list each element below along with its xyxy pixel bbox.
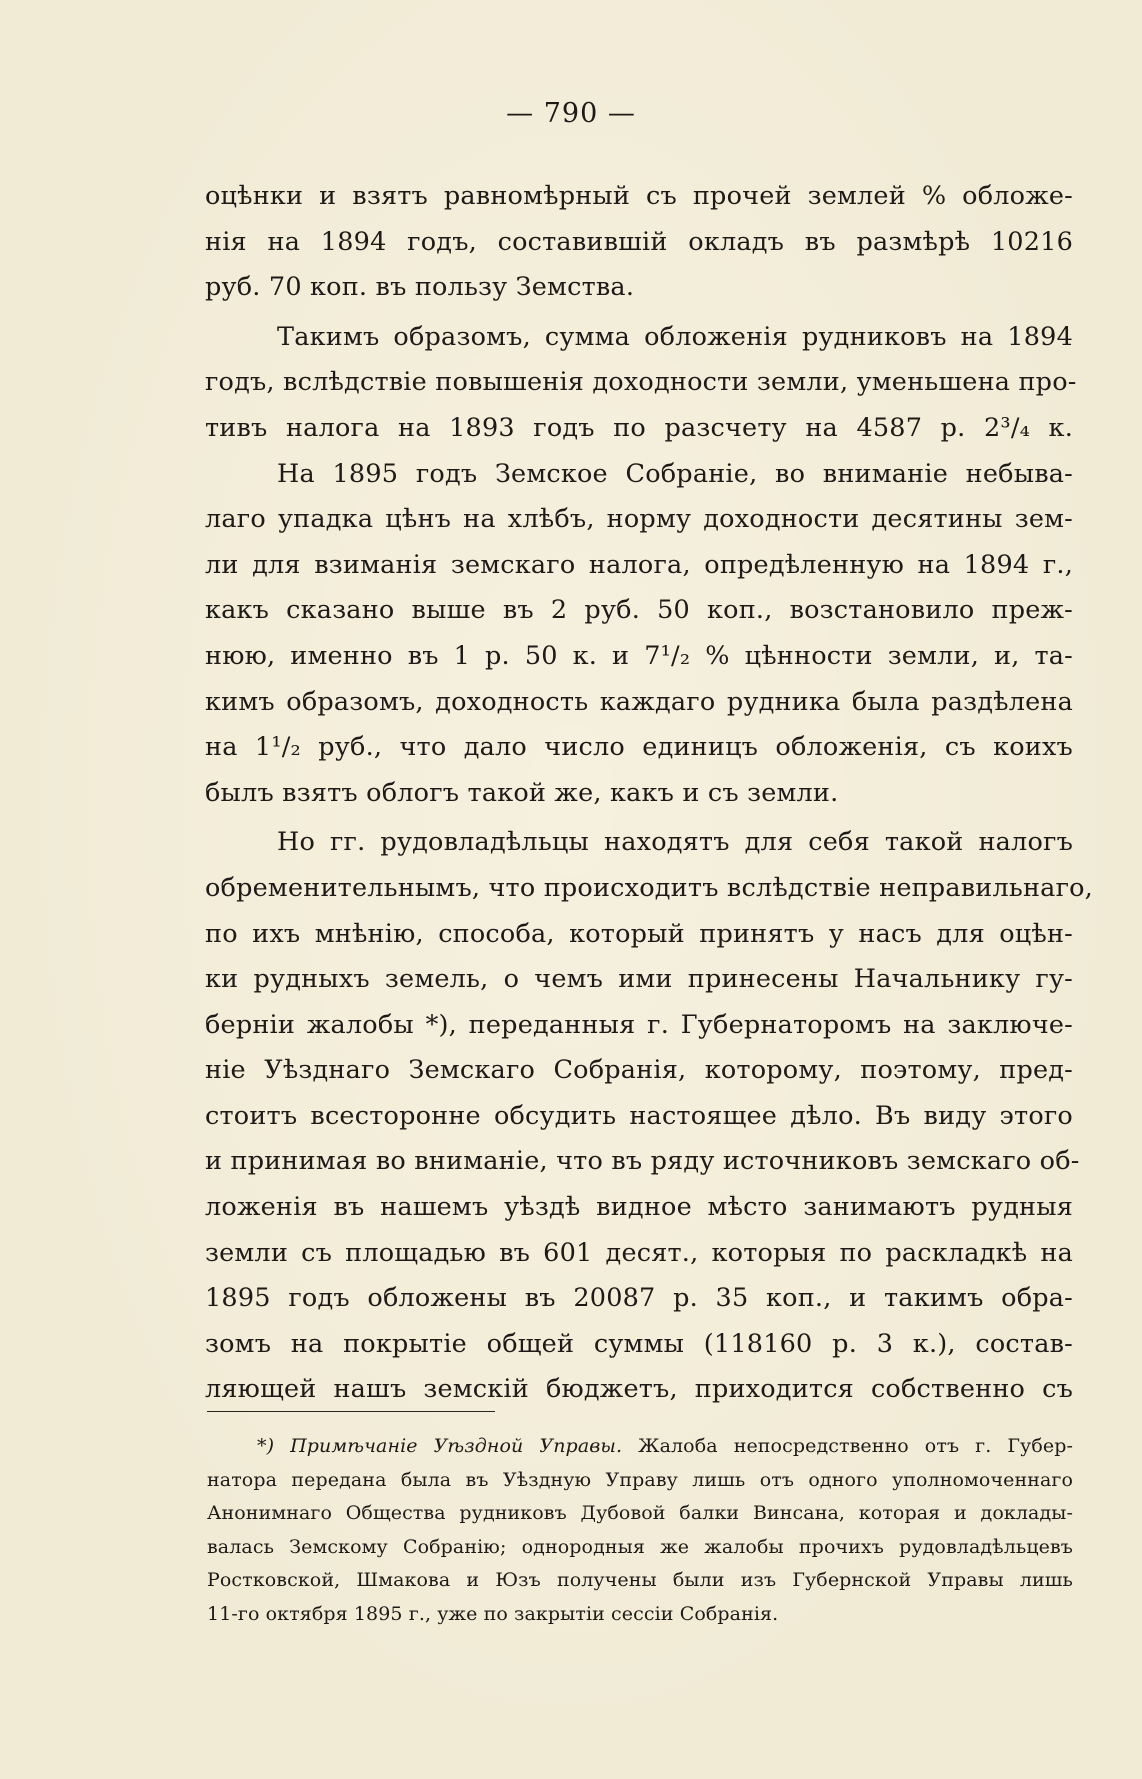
text-line: кимъ образомъ, доходность каждаго рудника была раздѣлена [205,686,1073,717]
footnote [207,1430,1073,1632]
text-line: былъ взятъ облогъ такой же, какъ и съ земли. [205,777,839,808]
text-line: На 1895 годъ Земское Собраніе, во вниманіе небыва- [277,458,1073,489]
text-line: руб. 70 коп. въ пользу Земства. [205,272,635,303]
footnote-divider [207,1411,495,1412]
text-line: по ихъ мнѣнію, способа, который принятъ у насъ для оцѣн- [205,918,1073,949]
text-line: берніи жалобы *), переданныя г. Губернаторомъ на заключе- [205,1009,1073,1040]
footnote-line: Анонимнаго Общества рудниковъ Дубовой балки Винсана, которая и доклады- [207,1502,1073,1525]
text-line: на 1¹/₂ руб., что дало число единицъ обложенія, съ коихъ [205,732,1073,763]
text-line: Но гг. рудовладѣльцы находятъ для себя такой налогъ [277,827,1073,858]
text-line: ки рудныхъ земель, о чемъ ими принесены Начальнику гу- [205,964,1073,995]
main-text [205,174,1093,1413]
text-line: нюю, именно въ 1 р. 50 к. и 7¹/₂ % цѣнности земли, и, та- [205,640,1073,671]
text-line: оцѣнки и взятъ равномѣрный съ прочей землей % обложе- [205,181,1073,211]
text-line: обременительнымъ, что происходитъ вслѣдствіе неправильнаго, [205,872,1093,903]
text-line: ляющей нашъ земскій бюджетъ, приходится собственно съ [205,1374,1073,1405]
text-line: годъ, вслѣдствіе повышенія доходности земли, уменьшена про- [205,367,1077,398]
footnote-line: 11-го октября 1895 г., уже по закрытіи сессіи Собранія. [207,1602,779,1625]
text-line: земли съ площадью въ 601 десят., которыя по раскладкѣ на [205,1237,1073,1268]
text-line: ніе Уѣзднаго Земскаго Собранія, которому, поэтому, пред- [205,1055,1073,1086]
text-line: лаго упадка цѣнъ на хлѣбъ, норму доходности десятины зем- [205,504,1073,535]
footnote-line: Ростковской, Шмакова и Юзъ получены были изъ Губернской Управы лишь [207,1569,1073,1592]
text-line: и принимая во вниманіе, что въ ряду источниковъ земскаго об- [205,1146,1080,1177]
text-line: ложенія въ нашемъ уѣздѣ видное мѣсто занимаютъ рудныя [205,1192,1073,1223]
text-line: нія на 1894 годъ, составившій окладъ въ размѣрѣ 10216 [205,226,1073,257]
text-line: Такимъ образомъ, сумма обложенія рудниковъ на 1894 [277,321,1073,352]
footnote-marker: *) Примѣчаніе Уѣздной Управы. [257,1435,623,1457]
text-line: ли для взиманія земскаго налога, опредѣленную на 1894 г., [205,549,1073,580]
footnote-text: Жалоба непосредственно отъ г. Губер- [622,1435,1073,1457]
text-line: тивъ налога на 1893 годъ по разсчету на 4587 р. 2³/₄ к. [205,412,1073,443]
page-number: — 790 — [506,98,636,129]
footnote-line [207,1430,1073,1464]
text-line: 1895 годъ обложены въ 20087 р. 35 коп., и такимъ обра- [205,1283,1073,1314]
text-line: какъ сказано выше въ 2 руб. 50 коп., возстановило преж- [205,595,1073,626]
footnote-line: натора передана была въ Уѣздную Управу лишь отъ одного уполномоченнаго [207,1468,1073,1491]
text-line: стоитъ всесторонне обсудить настоящее дѣло. Въ виду этого [205,1100,1073,1131]
footnote-line: валась Земскому Собранію; однородныя же жалобы прочихъ рудовладѣльцевъ [207,1535,1073,1558]
text-line: зомъ на покрытіе общей суммы (118160 р. 3 к.), состав- [205,1328,1073,1359]
